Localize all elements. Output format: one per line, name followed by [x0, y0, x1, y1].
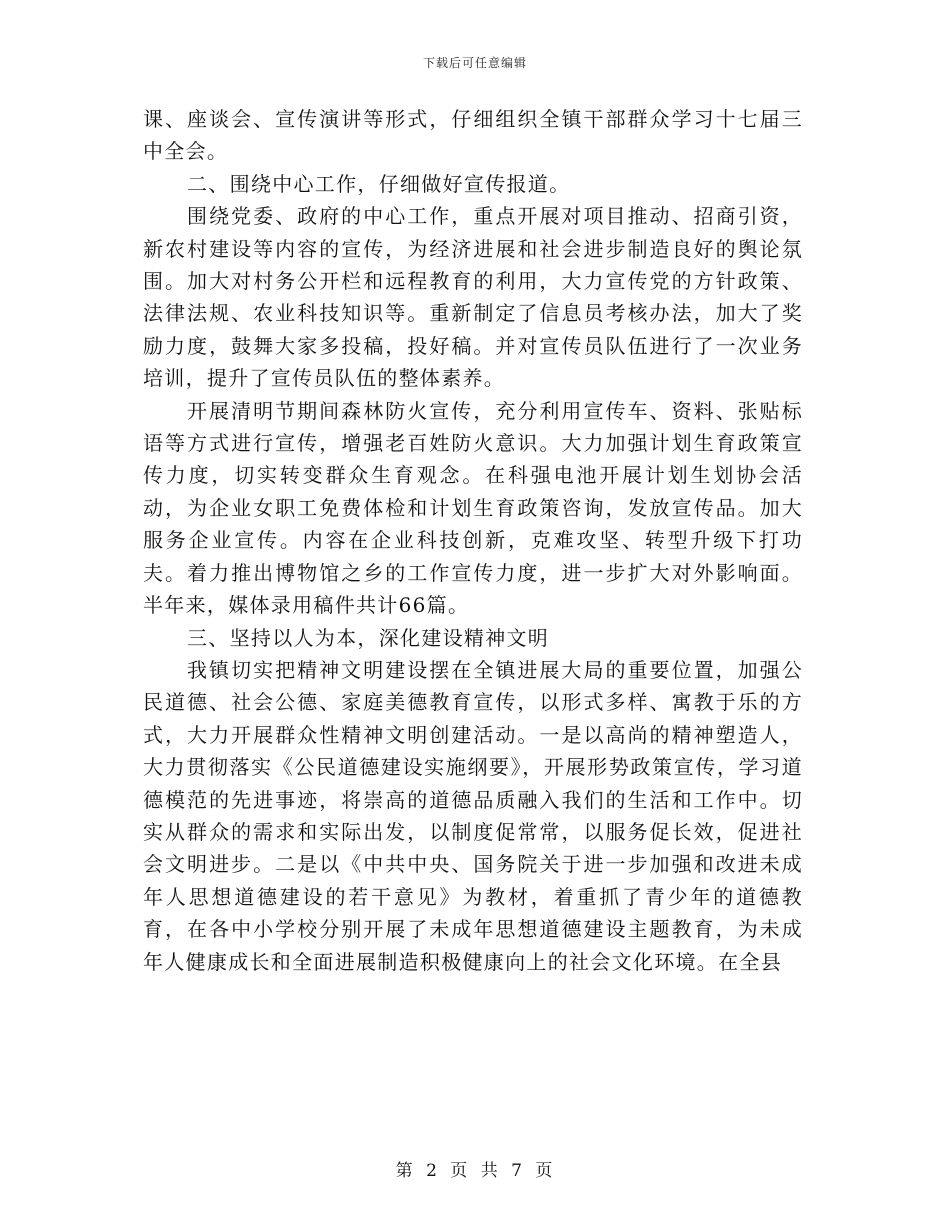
- document-body: [143, 103, 803, 978]
- paragraph-1: 课、座谈会、宣传演讲等形式，仔细组织全镇干部群众学习十七届三中全会。: [143, 107, 803, 164]
- section-heading-2: 二、围绕中心工作，仔细做好宣传报道。: [187, 171, 571, 196]
- section-heading-3: 三、坚持以人为本，深化建设精神文明: [187, 625, 550, 650]
- page-header: 下载后可任意编辑: [422, 56, 527, 70]
- paragraph-4: 开展清明节期间森林防火宣传，充分利用宣传车、资料、张贴标语等方式进行宣传，增强老百姓防火意识。大力加强计划生育政策宣传力度，切实转变群众生育观念。在科强电池开展计划生划协会活动，为企业女职工免费体检和计划生育政策咨询，发放宣传品。加大服务企业宣传。内容在企业科技创新，克难攻坚、转型升级下打功夫。着力推出博物馆之乡的工作宣传力度，进一步扩大对外影响面。半年来，媒体录用稿件共计66篇。: [143, 398, 803, 618]
- paragraph-3: 围绕党委、政府的中心工作，重点开展对项目推动、招商引资，新农村建设等内容的宣传，为经济进展和社会进步制造良好的舆论氛围。加大对村务公开栏和远程教育的利用，大力宣传党的方针政策、法律法规、农业科技知识等。重新制定了信息员考核办法，加大了奖励力度，鼓舞大家多投稿，投好稿。并对宣传员队伍进行了一次业务培训，提升了宣传员队伍的整体素养。: [143, 204, 803, 391]
- paragraph-6: 我镇切实把精神文明建设摆在全镇进展大局的重要位置，加强公民道德、社会公德、家庭美德教育宣传，以形式多样、寓教于乐的方式，大力开展群众性精神文明创建活动。一是以高尚的精神塑造人，大力贯彻落实《公民道德建设实施纲要》，开展形势政策宣传，学习道德模范的先进事迹，将崇高的道德品质融入我们的生活和工作中。切实从群众的需求和实际出发，以制度促常常，以服务促长效，促进社会文明进步。二是以《中共中央、国务院关于进一步加强和改进未成年人思想道德建设的若干意见》为教材，着重抓了青少年的道德教育，在各中小学校分别开展了未成年思想道德建设主题教育，为未成年人健康成长和全面进展制造积极健康向上的社会文化环境。在全县: [143, 657, 803, 974]
- page-number-footer: 第 2 页 共 7 页: [395, 1161, 555, 1181]
